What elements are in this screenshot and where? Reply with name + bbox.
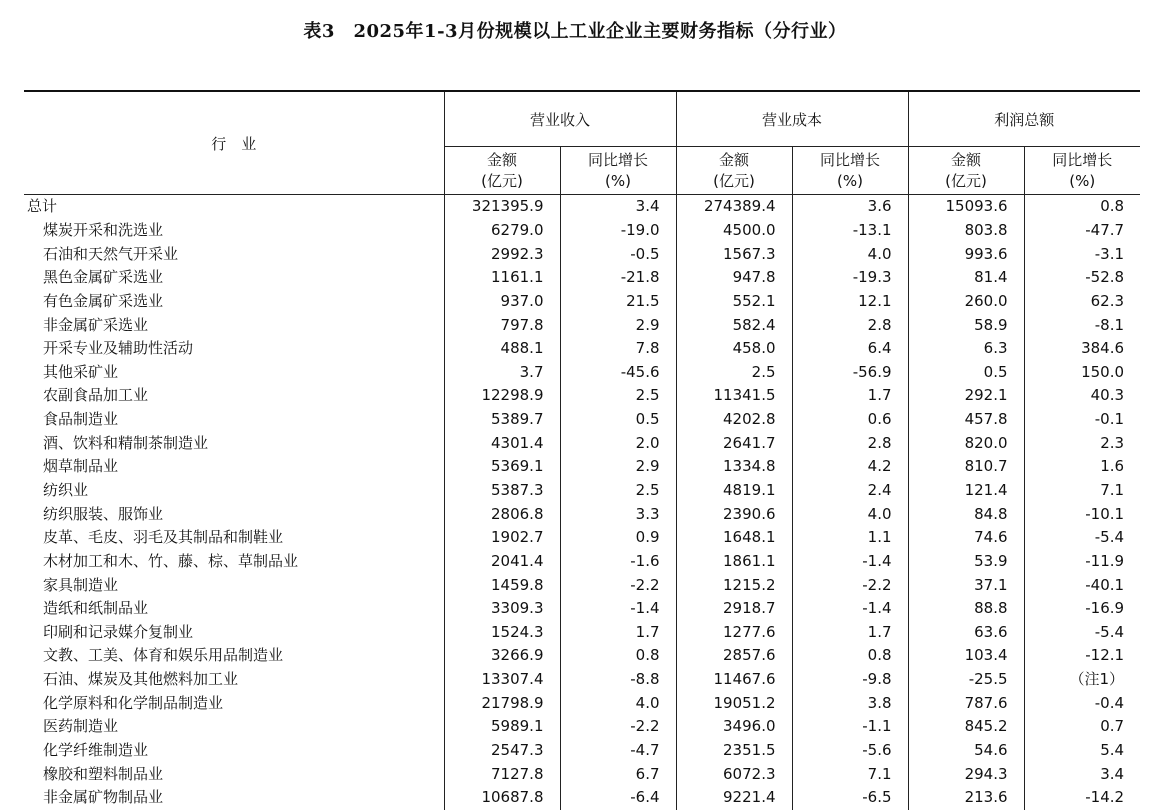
industry-name-cell: 烟草制品业 <box>24 455 444 479</box>
value-cell-rev: 3.7 <box>444 360 560 384</box>
value-cell-profit: 63.6 <box>908 621 1024 645</box>
value-cell-rev-g: 2.9 <box>560 455 676 479</box>
value-cell-profit: 457.8 <box>908 408 1024 432</box>
value-cell-cost: 2857.6 <box>676 644 792 668</box>
revenue-header: 营业收入 <box>444 91 676 147</box>
value-cell-cost: 1861.1 <box>676 550 792 574</box>
value-cell-rev-g: 3.4 <box>560 195 676 219</box>
value-cell-cost: 1567.3 <box>676 242 792 266</box>
value-cell-cost: 1215.2 <box>676 573 792 597</box>
value-cell-rev-g: 6.7 <box>560 762 676 786</box>
value-cell-rev: 937.0 <box>444 290 560 314</box>
value-cell-profit-g: -8.1 <box>1094 315 1125 334</box>
value-cell-cost-g: -19.3 <box>792 266 908 290</box>
table-row <box>24 455 1140 479</box>
revenue-amount-header: 金额 (亿元) <box>444 147 560 195</box>
value-cell-profit-g: -11.9 <box>1085 551 1125 570</box>
table-row <box>24 431 1140 455</box>
value-cell-profit: 121.4 <box>908 479 1024 503</box>
value-cell-profit-g: -12.1 <box>1085 646 1125 665</box>
value-cell-rev-g: -6.4 <box>560 786 676 810</box>
table-row <box>24 550 1140 574</box>
industry-name-cell: 皮革、毛皮、羽毛及其制品和制鞋业 <box>24 526 444 550</box>
value-cell-profit-g: -10.1 <box>1085 504 1125 523</box>
table-title: 表3 2025年1-3月份规模以上工业企业主要财务指标（分行业） <box>303 21 847 42</box>
value-cell-cost-g: -1.1 <box>792 715 908 739</box>
industry-name-cell: 文教、工美、体育和娱乐用品制造业 <box>24 644 444 668</box>
table-row <box>24 195 1140 219</box>
value-cell-profit: 54.6 <box>908 739 1024 763</box>
value-cell-cost: 582.4 <box>676 313 792 337</box>
value-cell-rev-g: -4.7 <box>560 739 676 763</box>
value-cell-rev: 3266.9 <box>444 644 560 668</box>
table-row <box>24 313 1140 337</box>
value-cell-rev: 1161.1 <box>444 266 560 290</box>
industry-name-cell: 其他采矿业 <box>24 360 444 384</box>
value-cell-profit: 803.8 <box>908 219 1024 243</box>
value-cell-profit-g: -0.1 <box>1094 410 1125 429</box>
value-cell-cost: 1277.6 <box>676 621 792 645</box>
table-row <box>24 360 1140 384</box>
value-cell-profit: 15093.6 <box>908 195 1024 219</box>
industry-name-cell: 非金属矿采选业 <box>24 313 444 337</box>
industry-name-cell: 医药制造业 <box>24 715 444 739</box>
value-cell-cost-g: 1.7 <box>792 384 908 408</box>
value-cell-rev: 5389.7 <box>444 408 560 432</box>
value-cell-rev: 797.8 <box>444 313 560 337</box>
table-row <box>24 219 1140 243</box>
value-cell-profit: 53.9 <box>908 550 1024 574</box>
value-cell-profit-g: 7.1 <box>1100 481 1125 499</box>
value-cell-cost-g: -5.6 <box>792 739 908 763</box>
value-cell-rev: 5387.3 <box>444 479 560 503</box>
value-cell-cost-g: -6.5 <box>792 786 908 810</box>
revenue-growth-header: 同比增长 (%) <box>560 147 676 195</box>
industry-name-cell: 化学原料和化学制品制造业 <box>24 691 444 715</box>
value-cell-cost: 2.5 <box>676 360 792 384</box>
profit-header: 利润总额 <box>908 91 1140 147</box>
value-cell-rev-g: 3.3 <box>560 502 676 526</box>
value-cell-cost-g: 6.4 <box>792 337 908 361</box>
value-cell-profit: -25.5 <box>908 668 1024 692</box>
value-cell-cost: 6072.3 <box>676 762 792 786</box>
value-cell-profit: 845.2 <box>908 715 1024 739</box>
industry-name-cell: 总计 <box>24 195 444 219</box>
value-cell-profit-g: 5.4 <box>1100 741 1125 760</box>
value-cell-profit: 74.6 <box>908 526 1024 550</box>
table-row <box>24 739 1140 763</box>
value-cell-profit-g: 384.6 <box>1081 339 1125 358</box>
value-cell-cost-g: -9.8 <box>792 668 908 692</box>
value-cell-rev: 7127.8 <box>444 762 560 786</box>
industry-name-cell: 化学纤维制造业 <box>24 739 444 763</box>
value-cell-rev: 13307.4 <box>444 668 560 692</box>
table-row <box>24 762 1140 786</box>
value-cell-profit: 292.1 <box>908 384 1024 408</box>
table-row <box>24 337 1140 361</box>
value-cell-profit-g: -40.1 <box>1085 575 1125 594</box>
value-cell-cost-g: 1.1 <box>792 526 908 550</box>
value-cell-profit-g: -52.8 <box>1085 268 1125 287</box>
cost-amount-header: 金额 (亿元) <box>676 147 792 195</box>
value-cell-rev: 4301.4 <box>444 431 560 455</box>
value-cell-rev-g: -2.2 <box>560 573 676 597</box>
industry-name-cell: 黑色金属矿采选业 <box>24 266 444 290</box>
value-cell-profit: 810.7 <box>908 455 1024 479</box>
value-cell-cost-g: 0.6 <box>792 408 908 432</box>
financial-indicators-table <box>24 90 1140 810</box>
industry-name-cell: 造纸和纸制品业 <box>24 597 444 621</box>
table-row <box>24 408 1140 432</box>
value-cell-cost: 19051.2 <box>676 691 792 715</box>
table-header <box>24 91 1140 195</box>
value-cell-rev-g: 7.8 <box>560 337 676 361</box>
value-cell-cost-g: 3.8 <box>792 691 908 715</box>
value-cell-rev-g: 2.0 <box>560 431 676 455</box>
value-cell-rev: 2992.3 <box>444 242 560 266</box>
value-cell-profit-g: 62.3 <box>1090 291 1125 310</box>
value-cell-rev: 1459.8 <box>444 573 560 597</box>
value-cell-profit-g: 1.6 <box>1100 457 1125 476</box>
value-cell-rev-g: -0.5 <box>560 242 676 266</box>
industry-name-cell: 石油、煤炭及其他燃料加工业 <box>24 668 444 692</box>
value-cell-profit-g: -5.4 <box>1094 622 1125 641</box>
value-cell-profit: 993.6 <box>908 242 1024 266</box>
value-cell-profit-g: -14.2 <box>1085 788 1125 807</box>
industry-name-cell: 酒、饮料和精制茶制造业 <box>24 431 444 455</box>
value-cell-profit-g: -16.9 <box>1085 599 1125 618</box>
value-cell-cost: 2351.5 <box>676 739 792 763</box>
value-cell-cost-g: 2.8 <box>792 431 908 455</box>
value-cell-rev-g: 0.8 <box>560 644 676 668</box>
value-cell-cost-g: 12.1 <box>792 290 908 314</box>
value-cell-cost-g: 3.6 <box>792 195 908 219</box>
table-row <box>24 668 1140 692</box>
value-cell-rev-g: 2.9 <box>560 313 676 337</box>
value-cell-profit-g: -47.7 <box>1085 220 1125 239</box>
table-row <box>24 691 1140 715</box>
value-cell-profit-g: （注1） <box>1069 670 1125 689</box>
value-cell-profit: 0.5 <box>908 360 1024 384</box>
industry-name-cell: 橡胶和塑料制品业 <box>24 762 444 786</box>
table-row <box>24 786 1140 810</box>
value-cell-rev-g: 1.7 <box>560 621 676 645</box>
value-cell-rev-g: -1.4 <box>560 597 676 621</box>
value-cell-rev-g: 0.9 <box>560 526 676 550</box>
value-cell-cost: 2390.6 <box>676 502 792 526</box>
table-row <box>24 479 1140 503</box>
industry-name-cell: 农副食品加工业 <box>24 384 444 408</box>
value-cell-cost-g: 4.2 <box>792 455 908 479</box>
value-cell-cost-g: 1.7 <box>792 621 908 645</box>
value-cell-rev: 321395.9 <box>444 195 560 219</box>
value-cell-rev: 3309.3 <box>444 597 560 621</box>
value-cell-profit: 37.1 <box>908 573 1024 597</box>
value-cell-profit: 84.8 <box>908 502 1024 526</box>
table-row <box>24 290 1140 314</box>
cost-header: 营业成本 <box>676 91 908 147</box>
value-cell-rev: 1524.3 <box>444 621 560 645</box>
value-cell-rev-g: 21.5 <box>560 290 676 314</box>
value-cell-cost-g: -1.4 <box>792 550 908 574</box>
value-cell-cost: 552.1 <box>676 290 792 314</box>
value-cell-cost-g: 2.4 <box>792 479 908 503</box>
value-cell-profit-g: 40.3 <box>1090 386 1125 405</box>
value-cell-cost: 4202.8 <box>676 408 792 432</box>
value-cell-cost-g: -13.1 <box>792 219 908 243</box>
value-cell-cost: 947.8 <box>676 266 792 290</box>
value-cell-rev-g: -2.2 <box>560 715 676 739</box>
value-cell-cost-g: 7.1 <box>792 762 908 786</box>
value-cell-profit: 103.4 <box>908 644 1024 668</box>
value-cell-profit-g: 0.8 <box>1100 197 1125 216</box>
value-cell-profit: 294.3 <box>908 762 1024 786</box>
table-row <box>24 266 1140 290</box>
industry-name-cell: 石油和天然气开采业 <box>24 242 444 266</box>
value-cell-profit: 787.6 <box>908 691 1024 715</box>
table-row <box>24 715 1140 739</box>
value-cell-cost-g: 4.0 <box>792 502 908 526</box>
profit-amount-header: 金额 (亿元) <box>908 147 1024 195</box>
value-cell-rev: 12298.9 <box>444 384 560 408</box>
table-body <box>24 195 1140 810</box>
value-cell-cost: 4500.0 <box>676 219 792 243</box>
industry-name-cell: 纺织服装、服饰业 <box>24 502 444 526</box>
value-cell-rev-g: 0.5 <box>560 408 676 432</box>
value-cell-cost-g: 0.8 <box>792 644 908 668</box>
value-cell-cost: 1648.1 <box>676 526 792 550</box>
industry-name-cell: 木材加工和木、竹、藤、棕、草制品业 <box>24 550 444 574</box>
industry-name-cell: 有色金属矿采选业 <box>24 290 444 314</box>
value-cell-cost: 2918.7 <box>676 597 792 621</box>
table-row <box>24 573 1140 597</box>
value-cell-rev: 2806.8 <box>444 502 560 526</box>
value-cell-rev-g: 2.5 <box>560 479 676 503</box>
table-row <box>24 502 1140 526</box>
value-cell-profit-g: -0.4 <box>1094 693 1125 712</box>
value-cell-cost-g: 2.8 <box>792 313 908 337</box>
value-cell-rev-g: 4.0 <box>560 691 676 715</box>
table-row <box>24 384 1140 408</box>
value-cell-cost: 1334.8 <box>676 455 792 479</box>
value-cell-profit-g: -5.4 <box>1094 528 1125 547</box>
industry-name-cell: 纺织业 <box>24 479 444 503</box>
value-cell-rev: 2547.3 <box>444 739 560 763</box>
value-cell-cost: 458.0 <box>676 337 792 361</box>
table-row <box>24 621 1140 645</box>
value-cell-profit-g: -3.1 <box>1094 244 1125 263</box>
value-cell-rev: 5369.1 <box>444 455 560 479</box>
value-cell-cost: 9221.4 <box>676 786 792 810</box>
table-row <box>24 597 1140 621</box>
value-cell-rev-g: 2.5 <box>560 384 676 408</box>
value-cell-rev: 488.1 <box>444 337 560 361</box>
value-cell-rev: 2041.4 <box>444 550 560 574</box>
value-cell-rev: 6279.0 <box>444 219 560 243</box>
value-cell-profit: 58.9 <box>908 313 1024 337</box>
industry-name-cell: 印刷和记录媒介复制业 <box>24 621 444 645</box>
value-cell-rev-g: -1.6 <box>560 550 676 574</box>
profit-growth-header: 同比增长 (%) <box>1024 147 1140 195</box>
value-cell-rev-g: -45.6 <box>560 360 676 384</box>
value-cell-rev: 10687.8 <box>444 786 560 810</box>
value-cell-rev: 1902.7 <box>444 526 560 550</box>
value-cell-profit-g: 0.7 <box>1100 717 1125 736</box>
industry-name-cell: 家具制造业 <box>24 573 444 597</box>
value-cell-rev: 5989.1 <box>444 715 560 739</box>
value-cell-cost: 3496.0 <box>676 715 792 739</box>
value-cell-rev-g: -21.8 <box>560 266 676 290</box>
industry-header: 行 业 <box>24 91 444 195</box>
industry-name-cell: 食品制造业 <box>24 408 444 432</box>
value-cell-cost: 11341.5 <box>676 384 792 408</box>
industry-name-cell: 开采专业及辅助性活动 <box>24 337 444 361</box>
cost-growth-header: 同比增长 (%) <box>792 147 908 195</box>
table-row <box>24 644 1140 668</box>
value-cell-cost-g: -2.2 <box>792 573 908 597</box>
value-cell-cost: 4819.1 <box>676 479 792 503</box>
value-cell-cost: 2641.7 <box>676 431 792 455</box>
table-row <box>24 526 1140 550</box>
value-cell-profit: 260.0 <box>908 290 1024 314</box>
value-cell-profit: 213.6 <box>908 786 1024 810</box>
value-cell-rev-g: -19.0 <box>560 219 676 243</box>
industry-name-cell: 煤炭开采和洗选业 <box>24 219 444 243</box>
value-cell-profit-g: 2.3 <box>1100 433 1125 452</box>
value-cell-profit-g: 3.4 <box>1100 764 1125 783</box>
value-cell-cost: 274389.4 <box>676 195 792 219</box>
industry-name-cell: 非金属矿物制品业 <box>24 786 444 810</box>
value-cell-cost-g: 4.0 <box>792 242 908 266</box>
value-cell-profit: 88.8 <box>908 597 1024 621</box>
value-cell-profit-g: 150.0 <box>1081 362 1125 381</box>
value-cell-cost: 11467.6 <box>676 668 792 692</box>
value-cell-profit: 6.3 <box>908 337 1024 361</box>
value-cell-profit: 820.0 <box>908 431 1024 455</box>
value-cell-cost-g: -1.4 <box>792 597 908 621</box>
value-cell-rev: 21798.9 <box>444 691 560 715</box>
value-cell-cost-g: -56.9 <box>792 360 908 384</box>
value-cell-profit: 81.4 <box>908 266 1024 290</box>
value-cell-rev-g: -8.8 <box>560 668 676 692</box>
table-row <box>24 242 1140 266</box>
